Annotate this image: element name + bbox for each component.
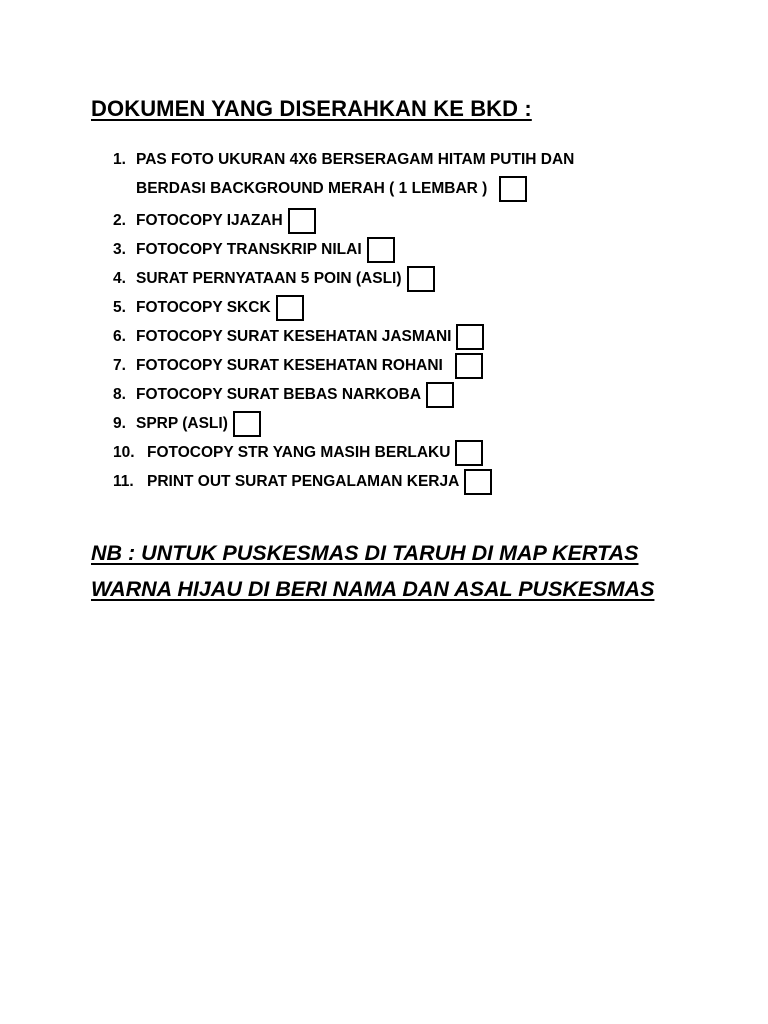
checkbox[interactable] (407, 266, 435, 292)
checkbox[interactable] (367, 237, 395, 263)
item-number: 10. (113, 443, 135, 461)
checkbox[interactable] (464, 469, 492, 495)
checklist-item-9 (113, 409, 673, 438)
checklist-item-8 (113, 380, 673, 409)
checklist-item-4 (113, 264, 673, 293)
item-text: FOTOCOPY SURAT KESEHATAN JASMANI (136, 327, 452, 345)
checkbox[interactable] (456, 324, 484, 350)
checklist-item-1 (113, 148, 673, 206)
checkbox[interactable] (276, 295, 304, 321)
item-number: 11. (113, 472, 134, 490)
checkbox[interactable] (455, 440, 483, 466)
item-text: PRINT OUT SURAT PENGALAMAN KERJA (147, 472, 460, 490)
item-text: FOTOCOPY SURAT KESEHATAN ROHANI (136, 356, 443, 374)
checkbox[interactable] (233, 411, 261, 437)
checklist-item-2 (113, 206, 673, 235)
item-number: 8. (113, 385, 126, 403)
item-text: FOTOCOPY IJAZAH (136, 211, 283, 229)
checklist-item-7 (113, 351, 673, 380)
note-line-2: WARNA HIJAU DI BERI NAMA DAN ASAL PUSKESMAS (91, 577, 655, 601)
item-text: PAS FOTO UKURAN 4X6 BERSERAGAM HITAM PUTIH DAN (136, 151, 575, 168)
note-line-1: NB : UNTUK PUSKESMAS DI TARUH DI MAP KERTAS (91, 541, 639, 565)
checkbox[interactable] (426, 382, 454, 408)
checklist-item-10 (113, 438, 673, 467)
item-number: 7. (113, 356, 126, 374)
checkbox[interactable] (499, 176, 527, 202)
checkbox[interactable] (288, 208, 316, 234)
item-text: SURAT PERNYATAAN 5 POIN (ASLI) (136, 269, 402, 287)
checklist-item-6 (113, 322, 673, 351)
item-number: 3. (113, 240, 126, 258)
item-text: FOTOCOPY SURAT BEBAS NARKOBA (136, 385, 422, 403)
item-number: 4. (113, 269, 126, 287)
checkbox[interactable] (455, 353, 483, 379)
document-checklist (113, 148, 673, 496)
checklist-item-5 (113, 293, 673, 322)
page-title: DOKUMEN YANG DISERAHKAN KE BKD : (91, 96, 532, 121)
item-number: 1. (113, 151, 126, 168)
item-text: SPRP (ASLI) (136, 414, 228, 432)
item-text-continuation: BERDASI BACKGROUND MERAH ( 1 LEMBAR ) (136, 180, 488, 197)
item-text: FOTOCOPY TRANSKRIP NILAI (136, 240, 362, 258)
checklist-item-11 (113, 467, 673, 496)
item-text: FOTOCOPY SKCK (136, 298, 271, 316)
item-number: 2. (113, 211, 126, 229)
item-number: 5. (113, 298, 126, 316)
note-text (91, 535, 654, 607)
item-number: 6. (113, 327, 126, 345)
checklist-item-3 (113, 235, 673, 264)
item-text: FOTOCOPY STR YANG MASIH BERLAKU (147, 443, 451, 461)
item-number: 9. (113, 414, 126, 432)
